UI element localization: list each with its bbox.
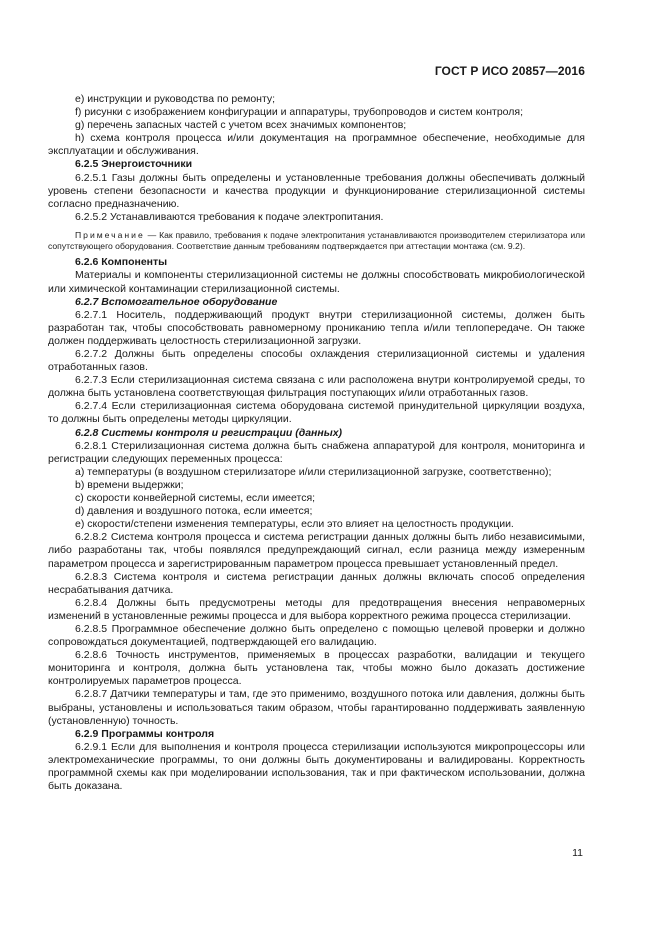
paragraph-6-2-8-6: 6.2.8.6 Точность инструментов, применяемых в процессах разработки, валидации и текущего мониторинга и контроля, должна быть установлена так, чтобы можно было доказать достижение контролируемых параметров процесса. [48,649,585,688]
paragraph-6-2-9-1: 6.2.9.1 Если для выполнения и контроля процесса стерилизации используются микропроцессоры или электромеханические программы, то они должны быть документированы и валидированы. Корректность программной схемы как при моделировании использования, так и при фактическом использовании, должна быть доказана. [48,740,585,793]
paragraph-6-2-7-4: 6.2.7.4 Если стерилизационная система оборудована системой принудительной циркуляции воздуха, то должны быть определены методы циркуляции. [48,400,585,426]
paragraph-6-2-7-1: 6.2.7.1 Носитель, поддерживающий продукт внутри стерилизационной системы, должен быть разработан так, чтобы способствовать равномерному прониканию тепла и/или теплопередаче. Он также должен поддерживать целостность стерилизационной загрузки. [48,308,585,347]
paragraph-6-2-7-2: 6.2.7.2 Должны быть определены способы охлаждения стерилизационной системы и удаления отработанных газов. [48,348,585,374]
list-item-c: c) скорости конвейерной системы, если имеется; [75,492,316,505]
paragraph-6-2-8-5: 6.2.8.5 Программное обеспечение должно быть определено с помощью целевой проверки и должно сопровождаться документацией, подтверждающей его валидацию. [48,622,585,649]
document-standard-header: ГОСТ Р ИСО 20857—2016 [434,64,585,78]
list-item-b: b) времени выдержки; [75,478,184,491]
paragraph-6-2-8-1: 6.2.8.1 Стерилизационная система должна быть снабжена аппаратурой для контроля, мониторинга и регистрации следующих переменных процесса: [48,439,585,465]
section-heading-6-2-5: 6.2.5 Энергоисточники [75,158,193,171]
list-item-d: d) давления и воздушного потока, если имеется; [75,505,313,518]
list-item-a: а) температуры (в воздушном стерилизаторе и/или стерилизационной загрузке, соответственно); [75,465,552,478]
list-item-g: g) перечень запасных частей с учетом всех значимых компонентов; [75,119,407,132]
page-number: 11 [572,847,583,859]
section-heading-6-2-6: 6.2.6 Компоненты [75,256,168,269]
paragraph-6-2-7-3: 6.2.7.3 Если стерилизационная система связана с или расположена внутри контролируемой среды, то должна быть установлена соответствующая фильтрация поступающих и/или отработанных газов. [48,374,585,400]
paragraph-6-2-8-3: 6.2.8.3 Система контроля и система регистрации данных должны включать способ определения несрабатывания датчика. [48,570,585,596]
section-heading-6-2-9: 6.2.9 Программы контроля [75,727,215,740]
list-item-h: h) схема контроля процесса и/или документация на программное обеспечение, необходимые для эксплуатации и обслуживания. [48,132,585,158]
paragraph-6-2-5-1: 6.2.5.1 Газы должны быть определены и установленные требования должны обеспечивать должный уровень степени безопасности и качества продукции и функционирование стерилизационной системы согласно предназначению. [48,171,585,210]
section-heading-6-2-8: 6.2.8 Системы контроля и регистрации (данных) [75,426,343,439]
paragraph-6-2-5-2: 6.2.5.2 Устанавливаются требования к подаче электропитания. [75,210,384,223]
list-item-f: f) рисунки с изображением конфигурации и аппаратуры, трубопроводов и систем контроля; [75,106,523,119]
document-body [48,93,585,793]
note-text: — Как правило, требования к подаче электропитания устанавливаются производителем стерилизатора или сопутствующего оборудования. Соответствие данным требованиям подтверждается при аттестации монтажа (см. 9.2). [48,229,585,252]
paragraph-6-2-6: Материалы и компоненты стерилизационной системы не должны способствовать микробиологической или химической контаминации стерилизационной системы. [48,269,585,295]
list-item-e2: е) скорости/степени изменения температуры, если это влияет на целостность продукции. [75,518,514,531]
paragraph-6-2-8-7: 6.2.8.7 Датчики температуры и там, где это применимо, воздушного потока или давления, должны быть выбраны, установлены и использоваться таким образом, чтобы гарантированно поддерживать заявленную (установленную) точность. [48,688,585,727]
list-item-e: е) инструкции и руководства по ремонту; [75,93,276,105]
paragraph-6-2-8-4: 6.2.8.4 Должны быть предусмотрены методы для предотвращения внесения неправомерных изменений в установленные режимы процесса и для выбора корректного режима процесса стерилизации. [48,596,585,622]
note-block [48,230,585,252]
note-label: Примечание [75,229,145,240]
section-heading-6-2-7: 6.2.7 Вспомогательное оборудование [75,295,278,308]
paragraph-6-2-8-2: 6.2.8.2 Система контроля процесса и система регистрации данных должны быть либо независимыми, либо разработаны так, чтобы появлялся предупреждающий сигнал, если разница между измеренным параметром процесса и зарегистрированным параметром процесса превышает установленный предел. [48,531,585,570]
